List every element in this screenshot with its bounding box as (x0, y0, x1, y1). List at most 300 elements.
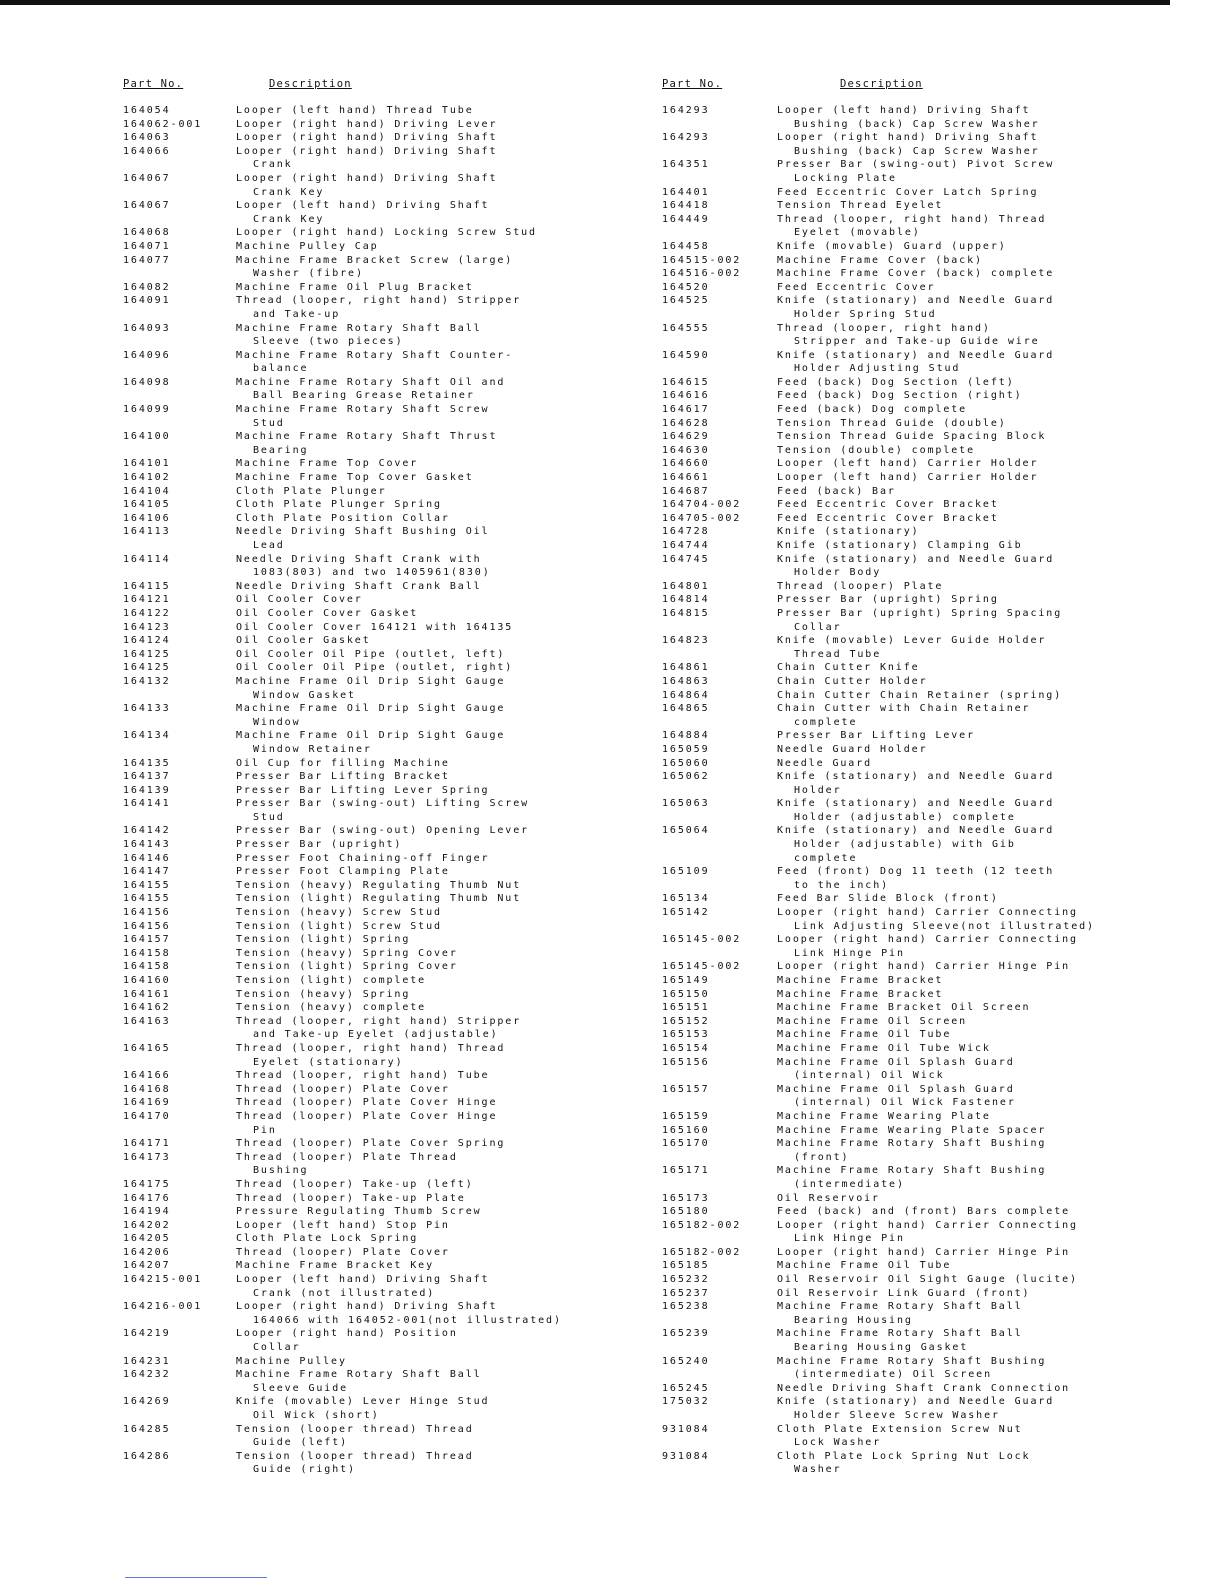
parts-list-item (662, 389, 1097, 403)
part-description (777, 1083, 1097, 1110)
description-line: Crank Key (253, 213, 325, 225)
part-number: 164062-001 (123, 118, 203, 130)
parts-list-item (123, 1219, 546, 1233)
parts-list-item (123, 607, 546, 621)
part-description (777, 960, 1097, 974)
description-line: Cloth Plate Lock Spring Nut Lock (777, 1450, 1031, 1462)
parts-list-item (662, 1300, 1097, 1327)
part-number: 164163 (123, 1015, 171, 1027)
description-line: Machine Frame Rotary Shaft Thrust (236, 431, 498, 443)
part-description (777, 512, 1097, 526)
part-description (777, 457, 1097, 471)
part-number: 164206 (123, 1246, 171, 1258)
part-number: 164884 (662, 730, 710, 742)
part-number: 164202 (123, 1219, 171, 1231)
description-line: Knife (stationary) and Needle Guard (777, 1396, 1055, 1408)
part-description (777, 240, 1097, 254)
description-line: Bushing (253, 1165, 309, 1177)
part-no-header: Part No. (662, 78, 723, 90)
parts-list-item (123, 1273, 546, 1300)
parts-list-item (662, 186, 1097, 200)
parts-list-item (123, 1001, 546, 1015)
part-description (777, 498, 1097, 512)
part-description (236, 1273, 546, 1300)
description-line: Stud (253, 417, 285, 429)
parts-list-item (123, 349, 546, 376)
description-line: Washer (794, 1464, 842, 1476)
part-description (777, 906, 1097, 933)
parts-list-item (123, 757, 546, 771)
part-description (777, 1355, 1097, 1382)
parts-list-item (123, 1015, 546, 1042)
part-description (777, 430, 1097, 444)
part-number: 165239 (662, 1328, 710, 1340)
description-line: Feed Eccentric Cover Bracket (777, 499, 999, 511)
part-description (236, 675, 546, 702)
description-line: Presser Bar (swing-out) Opening Lever (236, 825, 530, 837)
description-line: Machine Frame Oil Drip Sight Gauge (236, 730, 506, 742)
part-number: 165142 (662, 907, 710, 919)
parts-list-item (662, 634, 1097, 661)
part-number: 164863 (662, 675, 710, 687)
description-line: Tension (looper thread) Thread (236, 1450, 474, 1462)
parts-list-item (123, 1096, 546, 1110)
description-line: Needle Driving Shaft Crank Connection (777, 1382, 1071, 1394)
description-line: Looper (right hand) Driving Shaft (236, 172, 498, 184)
part-number: 164205 (123, 1233, 171, 1245)
parts-list-item (662, 430, 1097, 444)
part-description (777, 892, 1097, 906)
part-description (236, 1110, 546, 1137)
description-line: Oil Cooler Cover Gasket (236, 607, 419, 619)
description-line: Needle Driving Shaft Bushing Oil (236, 526, 490, 538)
part-description (777, 403, 1097, 417)
description-line: Pressure Regulating Thumb Screw (236, 1206, 482, 1218)
description-line: Thread (looper) Plate Cover Spring (236, 1138, 506, 1150)
part-number: 164141 (123, 798, 171, 810)
description-line: Presser Bar (upright) Spring Spacing (777, 607, 1063, 619)
description-line: Machine Frame Rotary Shaft Bushing (777, 1165, 1047, 1177)
part-number: 165060 (662, 757, 710, 769)
part-description (236, 1246, 546, 1260)
parts-list-item (123, 1178, 546, 1192)
description-line: Tension (light) Spring Cover (236, 961, 458, 973)
parts-list-item (123, 1192, 546, 1206)
description-line: Looper (right hand) Driving Shaft (236, 145, 498, 157)
part-number: 165245 (662, 1382, 710, 1394)
description-line: Looper (left hand) Thread Tube (236, 105, 474, 116)
part-description (777, 376, 1097, 390)
part-number: 165232 (662, 1274, 710, 1286)
description-line: Machine Frame Oil Plug Bracket (236, 281, 474, 293)
parts-list-item (662, 1192, 1097, 1206)
parts-list-item (123, 322, 546, 349)
description-line: Looper (right hand) Carrier Connecting (777, 1219, 1078, 1231)
part-description (777, 580, 1097, 594)
scan-top-border-gap (1170, 0, 1225, 5)
description-line: Feed (back) Dog Section (right) (777, 390, 1023, 402)
description-line: Presser Bar (swing-out) Pivot Screw (777, 159, 1055, 171)
part-number: 164705-002 (662, 512, 742, 524)
part-description (777, 757, 1097, 771)
parts-list-item (662, 131, 1097, 158)
description-line: Oil Cup for filling Machine (236, 757, 450, 769)
description-line: Needle Driving Shaft Crank Ball (236, 580, 482, 592)
description-line: Thread (looper, right hand) Stripper (236, 295, 522, 307)
parts-list-item (662, 661, 1097, 675)
description-line: (internal) Oil Wick (794, 1070, 945, 1082)
part-number: 164063 (123, 132, 171, 144)
part-description (236, 852, 546, 866)
description-line: Looper (left hand) Driving Shaft (236, 200, 490, 212)
parts-list-item (123, 525, 546, 552)
description-line: Knife (movable) Guard (upper) (777, 240, 1007, 252)
part-number: 164629 (662, 431, 710, 443)
parts-list-item (123, 1083, 546, 1097)
part-number: 164704-002 (662, 499, 742, 511)
description-line: Thread (looper, right hand) (777, 322, 991, 334)
description-line: Presser Foot Chaining-off Finger (236, 852, 490, 864)
parts-list-item (662, 267, 1097, 281)
part-description (777, 1382, 1097, 1396)
scan-top-border (0, 0, 1225, 5)
part-description (236, 1042, 546, 1069)
part-description (236, 553, 546, 580)
part-number: 164801 (662, 580, 710, 592)
part-number: 164066 (123, 145, 171, 157)
description-line: Tension (light) Screw Stud (236, 920, 442, 932)
part-number: 164135 (123, 757, 171, 769)
part-description (777, 824, 1097, 865)
part-description (777, 349, 1097, 376)
description-line: Bearing (253, 444, 309, 456)
part-description (777, 267, 1097, 281)
description-line: Machine Frame Wearing Plate (777, 1110, 991, 1122)
description-line: Presser Bar Lifting Bracket (236, 771, 450, 783)
parts-list-item (123, 824, 546, 838)
part-number: 164630 (662, 444, 710, 456)
parts-list-item (123, 1137, 546, 1151)
parts-list-left (123, 104, 562, 1477)
part-number: 164458 (662, 240, 710, 252)
description-line: Cloth Plate Plunger Spring (236, 499, 442, 511)
description-line: Looper (right hand) Carrier Connecting (777, 934, 1078, 946)
part-description (777, 988, 1097, 1002)
part-number: 165170 (662, 1138, 710, 1150)
part-number: 164124 (123, 635, 171, 647)
part-number: 164169 (123, 1097, 171, 1109)
description-line: Cloth Plate Plunger (236, 485, 387, 497)
description-line: Bushing (back) Cap Screw Washer (794, 118, 1040, 130)
parts-list-item (662, 471, 1097, 485)
part-number: 164520 (662, 281, 710, 293)
part-number: 164555 (662, 322, 710, 334)
description-line: Tension (heavy) complete (236, 1002, 427, 1014)
part-number: 164215-001 (123, 1274, 203, 1286)
part-description (236, 1137, 546, 1151)
description-line: Machine Frame Wearing Plate Spacer (777, 1124, 1047, 1136)
description-line: Lock Washer (794, 1437, 882, 1449)
part-number: 165182-002 (662, 1219, 742, 1231)
description-line: Knife (movable) Lever Hinge Stud (236, 1396, 490, 1408)
parts-list-right (662, 104, 1097, 1477)
parts-list-item (662, 1001, 1097, 1015)
description-line: Presser Bar Lifting Lever (777, 730, 976, 742)
description-line: Window (253, 716, 301, 728)
parts-list-item (123, 145, 546, 172)
description-line: Sleeve Guide (253, 1382, 349, 1394)
part-description (777, 593, 1097, 607)
part-number: 164067 (123, 200, 171, 212)
part-number: 164142 (123, 825, 171, 837)
parts-list-item (123, 648, 546, 662)
description-line: Looper (right hand) Driving Shaft (236, 132, 498, 144)
part-description (236, 471, 546, 485)
part-number: 165062 (662, 771, 710, 783)
part-number: 164351 (662, 159, 710, 171)
description-line: Machine Frame Rotary Shaft Counter- (236, 349, 514, 361)
part-number: 164071 (123, 240, 171, 252)
description-line: Tension (heavy) Screw Stud (236, 907, 442, 919)
part-description (236, 1355, 546, 1369)
parts-list-item (662, 1164, 1097, 1191)
description-line: complete (794, 852, 858, 864)
description-line: Crank (not illustrated) (253, 1287, 436, 1299)
part-description (777, 1205, 1097, 1219)
part-description (236, 661, 546, 675)
parts-list-item (662, 593, 1097, 607)
part-description (236, 457, 546, 471)
description-line: Thread (looper) Take-up (left) (236, 1178, 474, 1190)
part-number: 164091 (123, 295, 171, 307)
description-line: Machine Frame Oil Screen (777, 1015, 968, 1027)
parts-list-item (123, 906, 546, 920)
description-line: Looper (right hand) Driving Shaft (777, 132, 1039, 144)
part-description (236, 512, 546, 526)
part-description (236, 580, 546, 594)
description-line: complete (794, 716, 858, 728)
part-number: 164449 (662, 213, 710, 225)
part-description (777, 1110, 1097, 1124)
parts-list-item (662, 797, 1097, 824)
part-description (236, 1327, 546, 1354)
parts-list-item (123, 172, 546, 199)
description-line: Looper (right hand) Position (236, 1328, 458, 1340)
description-line: Looper (right hand) Locking Screw Stud (236, 227, 537, 239)
parts-list-item (662, 457, 1097, 471)
part-description (777, 186, 1097, 200)
part-number: 164865 (662, 703, 710, 715)
part-description (236, 593, 546, 607)
part-description (777, 158, 1097, 185)
parts-list-item (123, 498, 546, 512)
parts-column-right (662, 78, 1097, 1477)
part-description (777, 1001, 1097, 1015)
part-number: 164616 (662, 390, 710, 402)
parts-list-item (123, 1327, 546, 1354)
part-description (236, 1219, 546, 1233)
parts-list-item (662, 974, 1097, 988)
parts-list-item (662, 376, 1097, 390)
part-description (777, 417, 1097, 431)
part-description (236, 906, 546, 920)
description-line: Tension (heavy) Regulating Thumb Nut (236, 879, 522, 891)
parts-list-item (123, 281, 546, 295)
parts-list-item (662, 1219, 1097, 1246)
part-number: 164194 (123, 1206, 171, 1218)
parts-list-item (662, 322, 1097, 349)
part-description (777, 1300, 1097, 1327)
part-description (777, 471, 1097, 485)
part-number: 164628 (662, 417, 710, 429)
description-line: Machine Frame Rotary Shaft Ball (236, 322, 482, 334)
part-number: 164147 (123, 866, 171, 878)
description-line: Looper (left hand) Carrier Holder (777, 458, 1039, 470)
parts-list-item (123, 403, 546, 430)
description-line: Stud (253, 811, 285, 823)
description-line: Oil Reservoir (777, 1192, 880, 1204)
part-description (236, 879, 546, 893)
part-description (236, 729, 546, 756)
part-number: 175032 (662, 1396, 710, 1408)
parts-list-item (123, 838, 546, 852)
part-number: 165240 (662, 1355, 710, 1367)
description-line: Thread (looper, right hand) Thread (236, 1042, 506, 1054)
part-description (777, 1219, 1097, 1246)
description-line: Feed Eccentric Cover (777, 281, 936, 293)
part-number: 164146 (123, 852, 171, 864)
part-number: 164744 (662, 540, 710, 551)
description-line: Machine Frame Cover (back) complete (777, 268, 1055, 280)
part-number: 164102 (123, 472, 171, 484)
part-description (236, 172, 546, 199)
description-line: Tension (light) complete (236, 975, 427, 986)
part-number: 165182-002 (662, 1246, 742, 1258)
part-description (236, 960, 546, 974)
description-line: Machine Frame Oil Tube Wick (777, 1042, 991, 1054)
description-line: Oil Cooler Cover 164121 with 164135 (236, 621, 514, 633)
part-number: 164166 (123, 1070, 171, 1082)
part-description (236, 838, 546, 852)
column-header (662, 78, 1097, 104)
part-description (236, 1001, 546, 1015)
description-line: Needle Guard (777, 757, 873, 769)
description-line: Thread (looper) Take-up Plate (236, 1192, 466, 1204)
part-description (777, 743, 1097, 757)
parts-list-item (662, 689, 1097, 703)
description-line: Machine Pulley Cap (236, 240, 379, 252)
description-line: Looper (left hand) Stop Pin (236, 1219, 450, 1231)
parts-list-item (662, 1423, 1097, 1450)
parts-list-item (123, 1450, 546, 1477)
part-description (777, 865, 1097, 892)
description-line: Tension (double) complete (777, 444, 976, 456)
part-description (777, 1259, 1097, 1273)
part-number: 165145-002 (662, 961, 742, 973)
part-number: 164143 (123, 839, 171, 851)
part-description (777, 1450, 1097, 1477)
part-number: 165171 (662, 1165, 710, 1177)
part-number: 164125 (123, 648, 171, 660)
description-line: Machine Frame Bracket Screw (large) (236, 254, 514, 266)
description-line: Guide (left) (253, 1437, 349, 1449)
parts-list-item (662, 512, 1097, 526)
part-description (236, 1015, 546, 1042)
parts-list-item (123, 947, 546, 961)
part-description (777, 444, 1097, 458)
description-line: Looper (right hand) Carrier Hinge Pin (777, 961, 1071, 973)
part-number: 164687 (662, 485, 710, 497)
part-number: 164155 (123, 879, 171, 891)
part-description (777, 689, 1097, 703)
part-number: 164115 (123, 580, 171, 592)
parts-list-item (123, 621, 546, 635)
part-number: 164515-002 (662, 254, 742, 266)
description-line: Holder Body (794, 567, 882, 579)
part-number: 164823 (662, 635, 710, 647)
part-description (236, 254, 546, 281)
part-description (777, 281, 1097, 295)
description-line: Looper (right hand) Carrier Connecting (777, 907, 1078, 919)
part-number: 165237 (662, 1287, 710, 1299)
description-line: Feed (back) Bar (777, 485, 896, 497)
part-description (236, 131, 546, 145)
parts-list-item (662, 1273, 1097, 1287)
description-line: Oil Cooler Oil Pipe (outlet, right) (236, 662, 514, 674)
part-description (777, 675, 1097, 689)
part-description (777, 1124, 1097, 1138)
parts-list-item (662, 988, 1097, 1002)
part-description (236, 1232, 546, 1246)
part-number: 165156 (662, 1056, 710, 1068)
description-line: Chain Cutter Knife (777, 662, 920, 674)
description-line: Feed (back) Dog Section (left) (777, 376, 1015, 388)
part-description (777, 1287, 1097, 1301)
part-description (777, 933, 1097, 960)
part-description (236, 1151, 546, 1178)
parts-list-item (123, 1368, 546, 1395)
parts-list-item (662, 906, 1097, 933)
parts-list-item (123, 1259, 546, 1273)
description-line: Machine Frame Rotary Shaft Oil and (236, 376, 506, 388)
part-description (236, 607, 546, 621)
part-description (236, 1450, 546, 1477)
parts-list-item (123, 1300, 562, 1327)
parts-list-item (662, 1327, 1097, 1354)
part-description (236, 1259, 546, 1273)
parts-list-item (123, 784, 546, 798)
description-line: Sleeve (two pieces) (253, 336, 404, 348)
part-description (236, 784, 546, 798)
parts-list-item (123, 1423, 546, 1450)
part-description (777, 254, 1097, 268)
description-line: 164066 with 164052-001(not illustrated) (253, 1314, 562, 1326)
parts-list-item (662, 539, 1097, 553)
part-description (777, 294, 1097, 321)
description-line: Thread (looper, right hand) Thread (777, 213, 1047, 225)
description-line: Machine Frame Rotary Shaft Bushing (777, 1138, 1047, 1150)
part-number: 164099 (123, 404, 171, 416)
description-line: Presser Bar Lifting Lever Spring (236, 784, 490, 796)
part-number: 165154 (662, 1042, 710, 1054)
part-description (777, 1273, 1097, 1287)
parts-list-item (123, 920, 546, 934)
parts-list-item (123, 1246, 546, 1260)
parts-list-item (123, 675, 546, 702)
part-number: 164133 (123, 703, 171, 715)
description-line: Pin (253, 1124, 277, 1136)
description-line: Oil Cooler Cover (236, 594, 363, 606)
